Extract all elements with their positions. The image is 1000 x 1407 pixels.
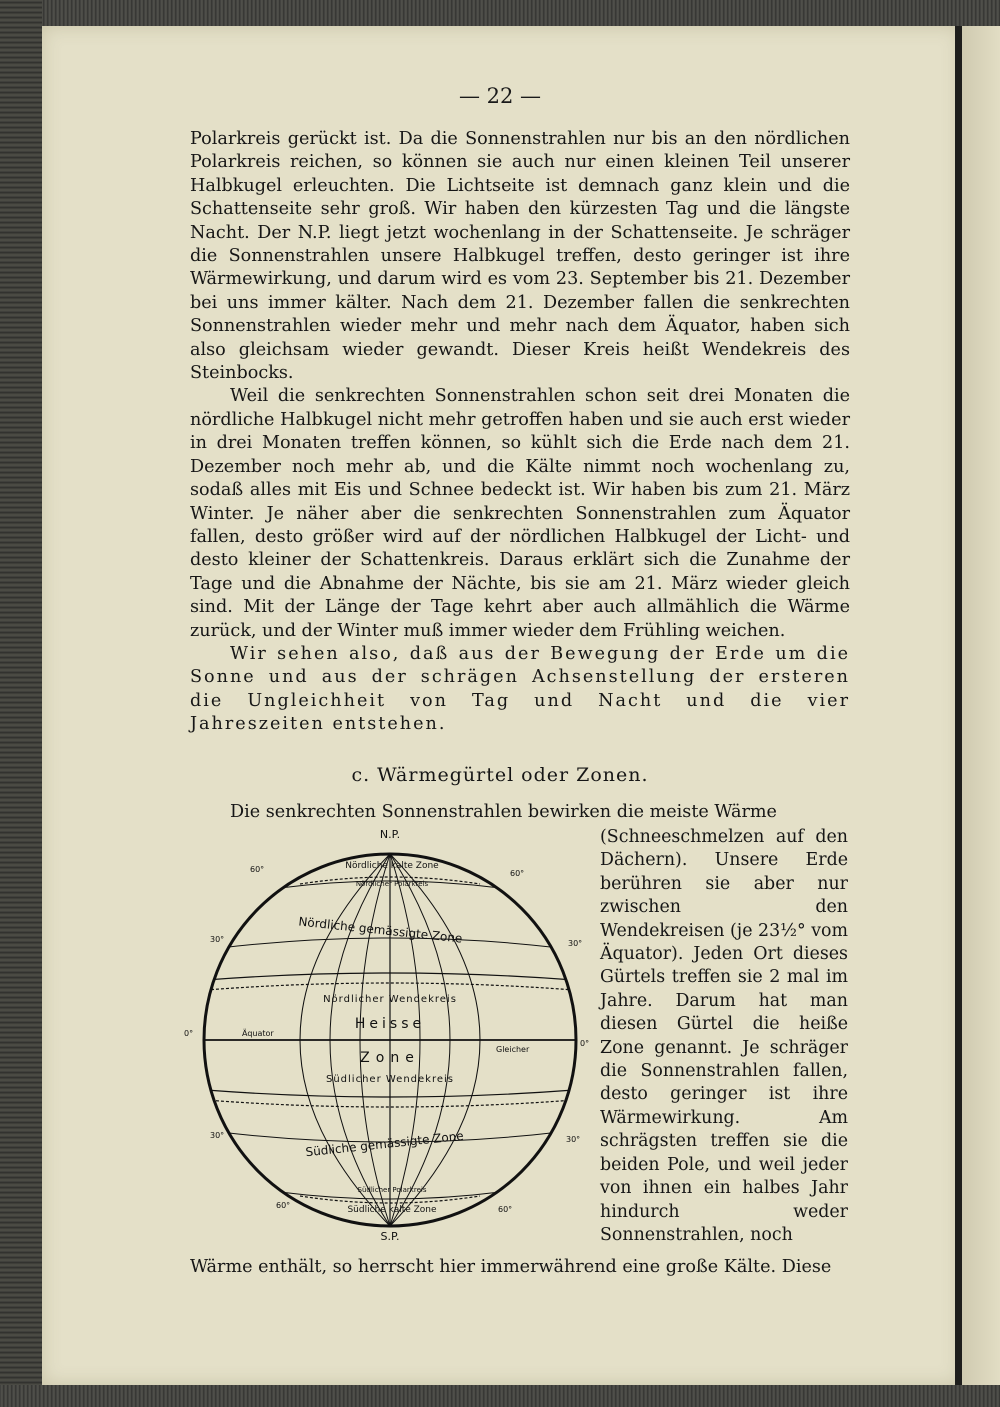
deg-30-sw: 30° bbox=[210, 1131, 225, 1140]
label-north-temperate: Nördliche gemässigte Zone bbox=[297, 914, 464, 946]
label-equator-right: Gleicher bbox=[496, 1045, 530, 1054]
label-north-pole: N.P. bbox=[379, 828, 401, 841]
label-north-tropic: Nördlicher Wendekreis bbox=[323, 994, 457, 1005]
paragraph-2: Weil die senkrechten Sonnenstrahlen schon seit drei Monaten die nördliche Halbkugel nicht mehr getroffen haben und sie auch erst wieder in drei Monaten treffen können, so kühlt sich die Erde nach dem 21. Dezember noch mehr ab, und die Kälte nimmt noch wochenlang zu, sodaß alles mit Eis und Schnee bedeckt ist. Wir haben bis zum 21. März Winter. Je näher aber die senkrechten Sonnenstrahlen zum Äquator fallen, desto größer wird auf der nördlichen Halbkugel der Licht- und desto kleiner der Schattenkreis. Daraus erklärt sich die Zunahme der Tage und die Abnahme der Nächte, bis sie am 21. März wieder gleich sind. Mit der Länge der Tage kehrt aber auch allmählich die Wärme zurück, und der Winter muß immer wieder dem Frühling weichen. bbox=[190, 386, 850, 641]
zone-last-line: Wärme enthält, so herrscht hier immerwährend eine große Kälte. Diese bbox=[190, 1257, 832, 1277]
section-heading: c. Wärmegürtel oder Zonen. bbox=[351, 764, 649, 786]
deg-30-se: 30° bbox=[566, 1135, 581, 1144]
label-north-polar: Nördlicher Polarkreis bbox=[355, 880, 429, 888]
deg-0-right: 0° bbox=[580, 1039, 590, 1048]
next-page-edge bbox=[962, 26, 1000, 1385]
deg-60-ne: 60° bbox=[510, 869, 525, 878]
paragraph-3: Wir sehen also, daß aus der Bewegung der Erde um die Sonne und aus der schrägen Achsenstellung der ersteren die Ungleichheit von Tag und Nacht und die vier Jahreszeiten entstehen. bbox=[190, 643, 850, 735]
deg-60-sw: 60° bbox=[276, 1201, 291, 1210]
globe-svg bbox=[180, 824, 600, 1244]
deg-30-ne: 30° bbox=[568, 939, 583, 948]
body-text bbox=[190, 128, 850, 737]
label-south-temperate: Südliche gemässigte Zone bbox=[304, 1128, 465, 1160]
label-south-cold: Südliche kalte Zone bbox=[347, 1205, 437, 1215]
deg-60-nw: 60° bbox=[250, 865, 265, 874]
deg-60-se: 60° bbox=[498, 1205, 513, 1214]
paragraph-1: Polarkreis gerückt ist. Da die Sonnenstrahlen nur bis an den nördlichen Polarkreis reichen, so können sie auch nur einen kleinen Teil unserer Halbkugel erleuchten. Die Lichtseite ist demnach ganz klein und die Schattenseite sehr groß. Wir haben den kürzesten Tag und die längste Nacht. Der N.P. liegt jetzt wochenlang in der Schattenseite. Je schräger die Sonnenstrahlen unsere Halbkugel treffen, desto geringer ist ihre Wärmewirkung, und darum wird es vom 23. September bis 21. Dezember bei uns immer kälter. Nach dem 21. Dezember fallen die senkrechten Sonnenstrahlen wieder mehr und mehr nach dem Äquator, haben sich also gleichsam wieder gewandt. Dieser Kreis heißt Wendekreis des Steinbocks. bbox=[190, 129, 850, 384]
zone-column-text bbox=[600, 826, 848, 1247]
label-north-cold: Nördliche kalte Zone bbox=[345, 861, 439, 871]
label-south-tropic: Südlicher Wendekreis bbox=[326, 1074, 454, 1085]
deg-30-nw: 30° bbox=[210, 935, 225, 944]
label-south-pole: S.P. bbox=[380, 1230, 400, 1243]
deg-0-left: 0° bbox=[184, 1029, 194, 1038]
book-binding-bottom bbox=[0, 1385, 1000, 1407]
page-number: — 22 — bbox=[458, 84, 542, 108]
book-binding-top bbox=[0, 0, 1000, 26]
globe-diagram bbox=[180, 824, 600, 1244]
label-hot-zone-1: Heisse bbox=[354, 1016, 426, 1032]
zone-first-line: Die senkrechten Sonnenstrahlen bewirken die meiste Wärme bbox=[230, 802, 777, 822]
zone-column-paragraph: (Schneeschmelzen auf den Dächern). Unsere Erde berühren sie aber nur zwischen den Wendekreisen (je 23½° vom Äquator). Jeden Ort dieses Gürtels treffen sie 2 mal im Jahre. Darum hat man diesen Gürtel die heiße Zone genannt. Je schräger die Sonnenstrahlen fallen, desto geringer ist ihre Wärmewirkung. Am schrägsten treffen sie die beiden Pole, und weil jeder von ihnen ein halbes Jahr hindurch weder Sonnenstrahlen, noch bbox=[600, 827, 849, 1245]
label-equator-left: Äquator bbox=[242, 1029, 274, 1038]
label-hot-zone-2: Zone bbox=[360, 1050, 420, 1066]
book-binding-left bbox=[0, 0, 42, 1407]
label-south-polar: Südlicher Polarkreis bbox=[357, 1186, 427, 1194]
